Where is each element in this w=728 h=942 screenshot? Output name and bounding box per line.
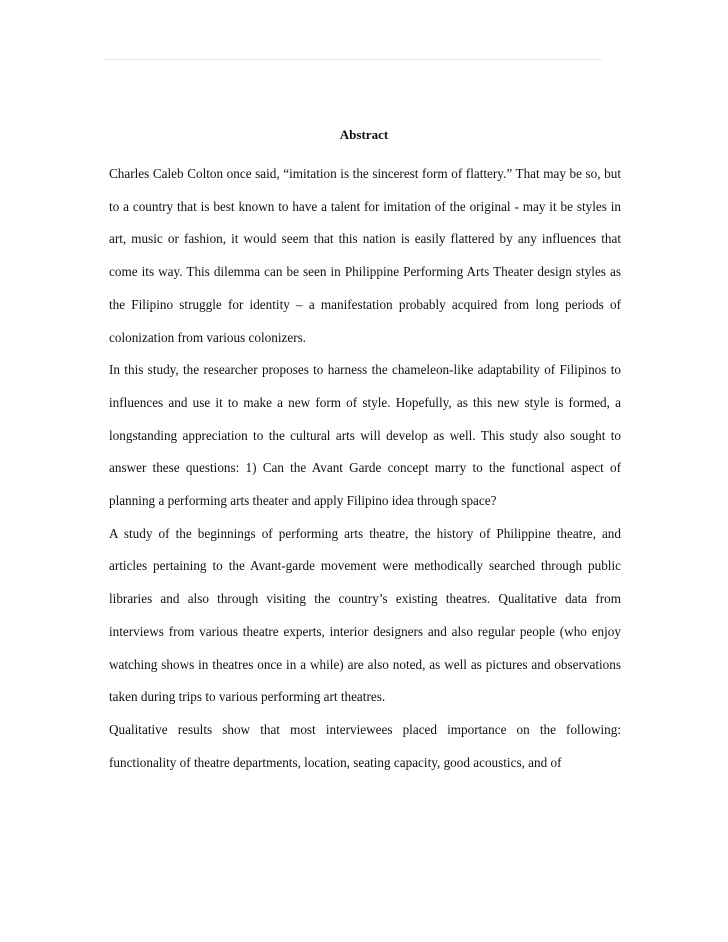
paragraph-3: A study of the beginnings of performing arts theatre, the history of Philippine theatre, and articles pertaining to the Avant-garde movement were methodically searched through public libraries and also through visiting the country’s existing theatres. Qualitative data from interviews from various theatre experts, interior designers and also regular people (who enjoy watching shows in theatres once in a while) are also noted, as well as pictures and observations taken during trips to various performing art theatres. [109,525,621,705]
paragraph-2: In this study, the researcher proposes to harness the chameleon-like adaptability of Filipinos to influences and use it to make a new form of style. Hopefully, as this new style is formed, a longstanding appreciation to the cultural arts will develop as well. This study also sought to answer these questions: 1) Can the Avant Garde concept marry to the functional aspect of planning a performing arts theater and apply Filipino idea through space? [109,362,621,509]
paragraph-4: Qualitative results show that most interviewees placed importance on the following: functionality of theatre departments, location, seating capacity, good acoustics, and of [109,721,621,770]
abstract-body [109,158,621,779]
top-divider [104,59,602,60]
page-title: Abstract [339,127,389,142]
paragraph-1: Charles Caleb Colton once said, “imitation is the sincerest form of flattery.” That may be so, but to a country that is best known to have a talent for imitation of the original - may it be styles in art, music or fashion, it would seem that this nation is easily flattered by any influences that come its way. This dilemma can be seen in Philippine Performing Arts Theater design styles as the Filipino struggle for identity – a manifestation probably acquired from long periods of colonization from various colonizers. [109,166,621,345]
